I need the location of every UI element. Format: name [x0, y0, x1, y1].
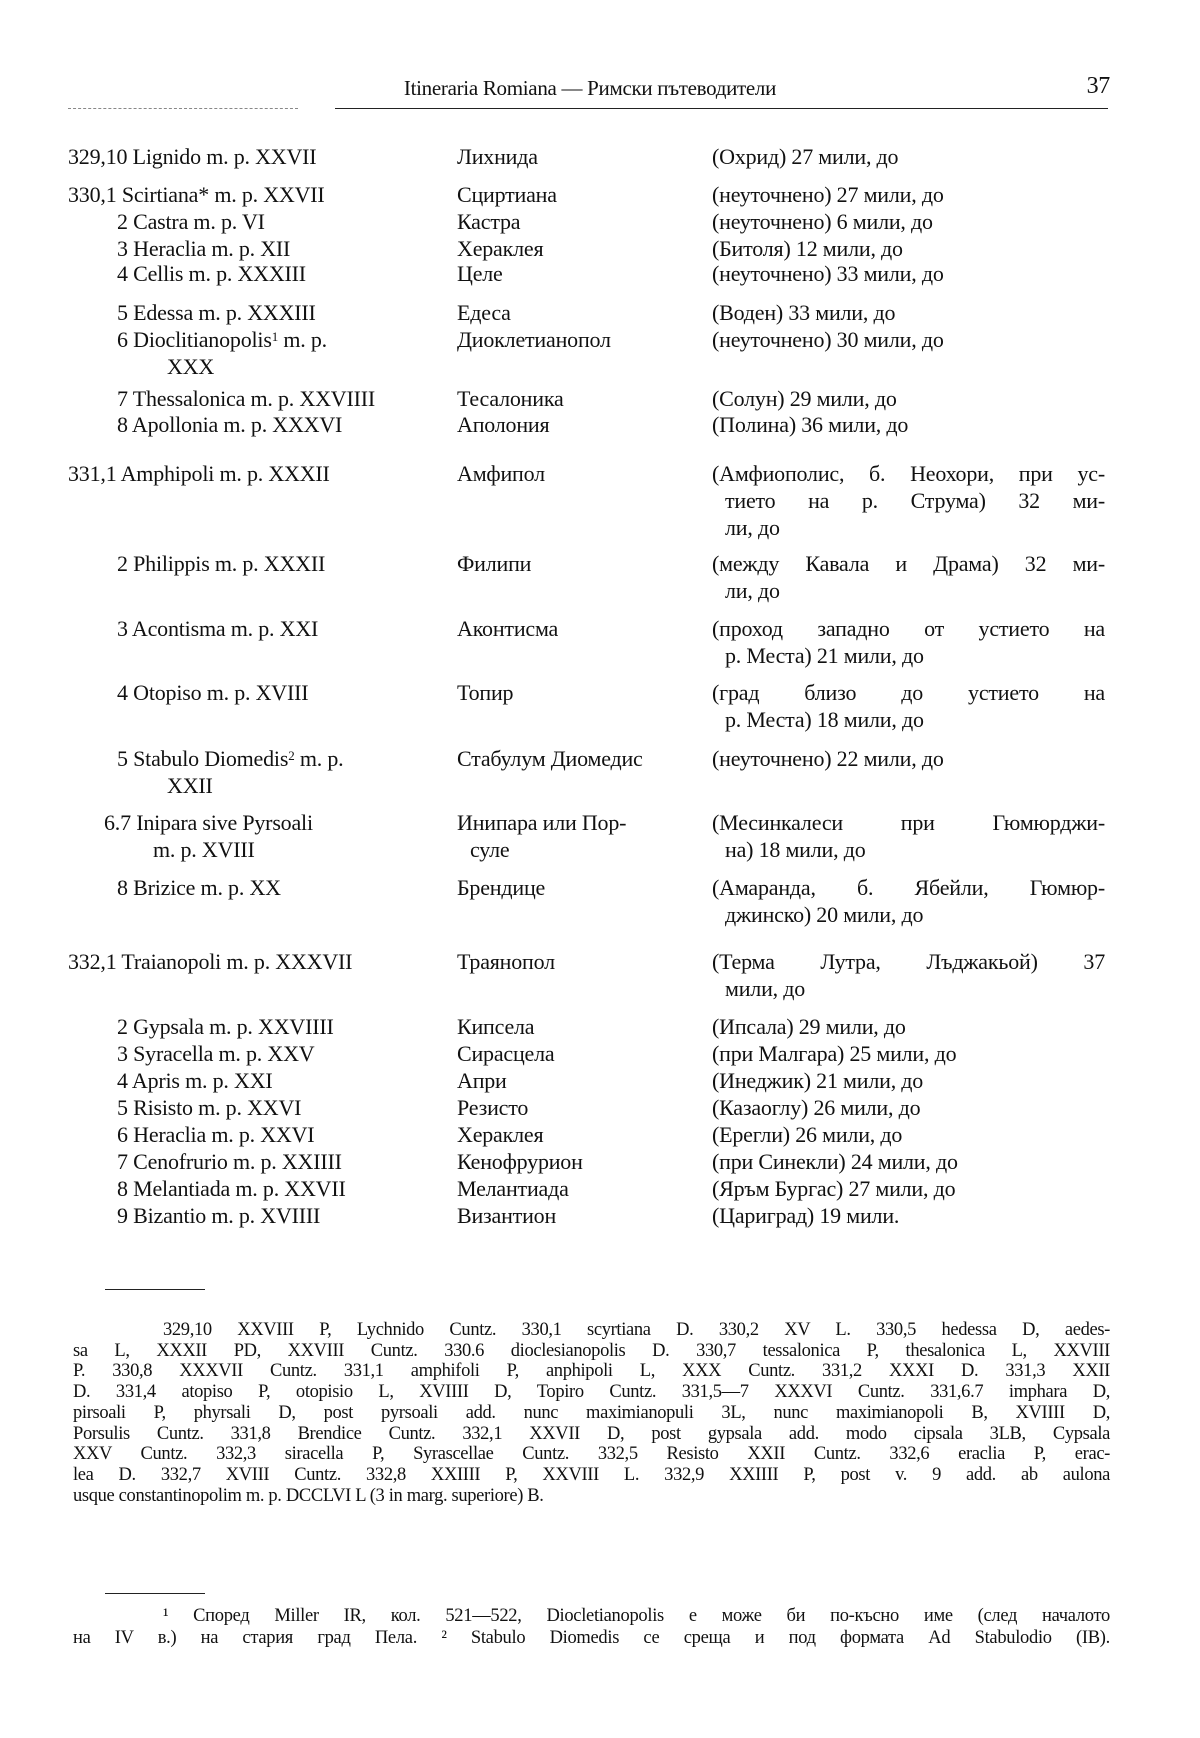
modern-line: джинско) 20 мили, до [725, 902, 924, 927]
latin-cell [68, 143, 316, 170]
latin-name: Syracella m. p. XXV [133, 1041, 315, 1066]
cyrillic-line: Резисто [457, 1095, 529, 1120]
cyrillic-line: Тесалоника [457, 386, 564, 411]
cyrillic-line: Сциртиана [457, 182, 557, 207]
modern-line: (град близо до устието на [712, 680, 1105, 705]
cyrillic-cell [457, 1094, 528, 1121]
latin-name: Traianopoli m. p. XXXVII [121, 949, 353, 974]
latin-name-cont: m. p. [299, 746, 344, 771]
modern-line: (неуточнено) 33 мили, до [712, 261, 944, 286]
cyrillic-cell [457, 1040, 554, 1067]
latin-line [117, 1202, 320, 1229]
apparatus-line: usque constantinopolim m. p. DCCLVI L (3 in marg. superiore) B. [73, 1485, 544, 1506]
modern-line: тието на р. Струма) 32 ми- [725, 488, 1105, 513]
latin-line [117, 385, 375, 412]
modern-cell [712, 615, 1105, 669]
modern-line: (Цариград) 19 мили. [712, 1203, 900, 1228]
footnote-line: на IV в.) на стария град Пела. ² Stabulo Diomedis се среща и под формата Ad Stabulodio (IB). [73, 1627, 1110, 1648]
apparatus-line: 329,10 XXVIII P, Lychnido Cuntz. 330,1 scyrtiana D. 330,2 XV L. 330,5 hedessa D, aedes- [163, 1320, 1110, 1340]
latin-name: Otopiso m. p. XVIII [133, 680, 309, 705]
latin-cell [117, 326, 327, 380]
entry-number: 330,1 [68, 182, 117, 207]
cyrillic-line: Филипи [457, 551, 532, 576]
latin-cell [68, 460, 330, 487]
entry-number: 4 [117, 680, 128, 705]
modern-line: (неуточнено) 27 мили, до [712, 182, 944, 207]
latin-line [117, 745, 343, 772]
entry-number: 7 [117, 386, 128, 411]
modern-cell [712, 1040, 1105, 1067]
modern-line: (неуточнено) 6 мили, до [712, 209, 933, 234]
modern-cell [712, 1013, 1105, 1040]
modern-line: (Терма Лутра, Лъджакьой) 37 [712, 949, 1105, 974]
latin-name: Cenofrurio m. p. XXIIII [133, 1149, 342, 1174]
modern-cell [712, 809, 1105, 863]
footnotes [73, 1606, 1110, 1649]
cyrillic-cell [457, 326, 611, 353]
cyrillic-cell [457, 260, 503, 287]
entry-number: 332,1 [68, 949, 117, 974]
cyrillic-cell [457, 235, 543, 262]
modern-cell [712, 326, 1105, 353]
latin-cell [68, 181, 325, 208]
apparatus-line: lea D. 332,7 XVIII Cuntz. 332,8 XXIIII P, XXVIII L. 332,9 XXIIII P, post v. 9 add. ab aulona [73, 1464, 1110, 1485]
header-rule [335, 108, 1108, 109]
cyrillic-line: Инипара или Пор- [457, 810, 627, 835]
cyrillic-cell [457, 411, 549, 438]
latin-name: Melantiada m. p. XXVII [133, 1176, 346, 1201]
modern-line: (между Кавала и Драма) 32 ми- [712, 551, 1105, 576]
cyrillic-cell [457, 208, 520, 235]
cyrillic-cell [457, 181, 557, 208]
modern-cell [712, 948, 1105, 1002]
entry-number: 8 [117, 412, 128, 437]
cyrillic-line: Кипсела [457, 1014, 535, 1039]
latin-name: Stabulo Diomedis [133, 746, 289, 771]
modern-cell [712, 208, 1105, 235]
cyrillic-line: Аполония [457, 412, 550, 437]
modern-line: р. Места) 18 мили, до [725, 707, 924, 732]
latin-line [68, 948, 352, 975]
latin-line [117, 326, 327, 353]
latin-line [117, 1040, 314, 1067]
cyrillic-cell [457, 809, 626, 863]
latin-cell [117, 745, 343, 799]
entry-number: 3 [117, 616, 128, 641]
entry-number: 8 [117, 875, 128, 900]
cyrillic-cell [457, 299, 511, 326]
latin-name: Castra m. p. VI [133, 209, 265, 234]
latin-name: Gypsala m. p. XXVIIII [133, 1014, 334, 1039]
entry-number: 3 [117, 1041, 128, 1066]
entry-number: 4 [117, 261, 128, 286]
modern-line: (Яръм Бургас) 27 мили, до [712, 1176, 956, 1201]
modern-cell [712, 1148, 1105, 1175]
latin-cell [117, 679, 308, 706]
cyrillic-line: Апри [457, 1068, 507, 1093]
cyrillic-cell [457, 1013, 534, 1040]
latin-name: Apollonia m. p. XXXVI [131, 412, 343, 437]
latin-name-cont: m. p. [283, 327, 327, 352]
latin-cell [104, 809, 313, 863]
modern-line: мили, до [725, 976, 806, 1001]
latin-line [117, 411, 342, 438]
cyrillic-line: Стабулум Диомедис [457, 746, 643, 771]
modern-cell [712, 1094, 1105, 1121]
cyrillic-line: Кастра [457, 209, 521, 234]
latin-line [117, 615, 318, 642]
cyrillic-cell [457, 1175, 569, 1202]
latin-name: Apris m. p. XXI [131, 1068, 273, 1093]
modern-cell [712, 1121, 1105, 1148]
latin-name: Acontisma m. p. XXI [131, 616, 319, 641]
latin-line [117, 1121, 314, 1148]
modern-cell [712, 1202, 1105, 1229]
latin-name: Scirtiana* m. p. XXVII [121, 182, 325, 207]
modern-line: р. Места) 21 мили, до [725, 643, 924, 668]
cyrillic-cell [457, 615, 558, 642]
latin-name: Inipara sive Pyrsoali [136, 810, 313, 835]
cyrillic-line: Целе [457, 261, 503, 286]
cyrillic-line: Топир [457, 680, 514, 705]
latin-line [68, 460, 330, 487]
latin-name: Risisto m. p. XXVI [133, 1095, 302, 1120]
latin-cell [117, 299, 316, 326]
entry-number: 6 [117, 327, 128, 352]
latin-line [117, 550, 325, 577]
latin-cell [117, 1202, 320, 1229]
latin-line [117, 299, 316, 326]
latin-line [104, 809, 313, 836]
modern-line: (Амаранда, б. Ябейли, Гюмюр- [712, 875, 1105, 900]
cyrillic-line: Византион [457, 1203, 557, 1228]
modern-cell [712, 874, 1105, 928]
latin-cell [117, 260, 306, 287]
latin-cell [117, 1121, 314, 1148]
latin-name: Heraclia m. p. XXVI [133, 1122, 315, 1147]
entry-number: 6 [117, 1122, 128, 1147]
modern-cell [712, 411, 1105, 438]
entry-number: 3 [117, 236, 128, 261]
cyrillic-cell [457, 1202, 556, 1229]
modern-line: (неуточнено) 22 мили, до [712, 746, 944, 771]
latin-line [117, 260, 306, 287]
entry-number: 329,10 [68, 144, 128, 169]
cyrillic-line: Диоклетианопол [457, 327, 611, 352]
entry-number: 6.7 [104, 810, 131, 835]
cyrillic-line: Мелантиада [457, 1176, 569, 1201]
modern-line: на) 18 мили, до [725, 837, 866, 862]
latin-line [117, 679, 308, 706]
cyrillic-line: Едеса [457, 300, 511, 325]
latin-cell [117, 615, 318, 642]
footnote-separator [105, 1289, 205, 1290]
modern-line: (Казаоглу) 26 мили, до [712, 1095, 921, 1120]
modern-line: (Битоля) 12 мили, до [712, 236, 903, 261]
entry-number: 9 [117, 1203, 128, 1228]
cyrillic-cell [457, 1121, 543, 1148]
page-number: 37 [1086, 73, 1110, 99]
footnote-ref: 2 [288, 748, 295, 763]
apparatus-line: pirsoali P, phyrsali D, post pyrsoali add. nunc maximianopuli 3L, nunc maximianopoli B, XVIIII D, [73, 1402, 1110, 1423]
apparatus-line: P. 330,8 XXXVII Cuntz. 331,1 amphifoli P, anphipoli L, XXX Cuntz. 331,2 XXXI D. 331,3 XXII [73, 1361, 1110, 1382]
header-rule-faint [68, 108, 298, 109]
modern-cell [712, 299, 1105, 326]
cyrillic-line: Аконтисма [457, 616, 559, 641]
modern-cell [712, 385, 1105, 412]
latin-line-cont: XXX [167, 354, 215, 379]
modern-line: (проход западно от устието на [712, 616, 1105, 641]
modern-cell [712, 550, 1105, 604]
cyrillic-line: Траянопол [457, 949, 555, 974]
latin-cell [117, 411, 342, 438]
latin-name: Lignido m. p. XXVII [132, 144, 317, 169]
apparatus-line: D. 331,4 atopiso P, otopisio L, XVIIII D, Topiro Cuntz. 331,5—7 XXXVI Cuntz. 331,6.7 imphara D, [73, 1382, 1110, 1403]
cyrillic-cell [457, 948, 555, 975]
latin-cell [117, 1175, 346, 1202]
modern-cell [712, 679, 1105, 733]
latin-name: Edessa m. p. XXXIII [133, 300, 316, 325]
cyrillic-line: Амфипол [457, 461, 545, 486]
modern-line: (Воден) 33 мили, до [712, 300, 896, 325]
latin-name: Heraclia m. p. XII [133, 236, 291, 261]
entry-number: 8 [117, 1176, 128, 1201]
modern-line: (Инеджик) 21 мили, до [712, 1068, 924, 1093]
cyrillic-line: Брендице [457, 875, 546, 900]
latin-name: Bizantio m. p. XVIIII [133, 1203, 321, 1228]
latin-line [117, 874, 281, 901]
critical-apparatus [73, 1320, 1110, 1506]
apparatus-line: XXV Cuntz. 332,3 siracella P, Syrascellae Cuntz. 332,5 Resisto XXII Cuntz. 332,6 eraclia P, erac- [73, 1444, 1110, 1465]
latin-cell [68, 948, 352, 975]
latin-cell [117, 1148, 342, 1175]
cyrillic-cell [457, 679, 513, 706]
modern-cell [712, 235, 1105, 262]
modern-line: (Месинкалеси при Гюмюрджи- [712, 810, 1105, 835]
entry-number: 4 [117, 1068, 128, 1093]
latin-name: Cellis m. p. XXXIII [133, 261, 306, 286]
cyrillic-cell [457, 385, 564, 412]
cyrillic-line: Кенофрурион [457, 1149, 583, 1174]
cyrillic-cell [457, 550, 531, 577]
entry-number: 7 [117, 1149, 128, 1174]
latin-cell [117, 1094, 301, 1121]
running-header-title: Itineraria Romiana — Римски пътеводители [403, 76, 777, 100]
latin-cell [117, 550, 325, 577]
modern-line: ли, до [725, 578, 780, 603]
latin-line-cont: m. p. XVIII [153, 837, 255, 862]
latin-name: Brizice m. p. XX [133, 875, 281, 900]
latin-name: Amphipoli m. p. XXXII [120, 461, 330, 486]
latin-cell [117, 208, 265, 235]
footnote-line: ¹ Според Miller IR, кол. 521—522, Diocletianopolis е може би по-късно име (след началото [163, 1606, 1110, 1626]
entry-number: 2 [117, 551, 128, 576]
latin-line [117, 235, 290, 262]
entry-number: 5 [117, 300, 128, 325]
latin-line [117, 1094, 301, 1121]
modern-line: (Охрид) 27 мили, до [712, 144, 899, 169]
footnote-separator-2 [105, 1593, 205, 1594]
latin-line [117, 1013, 334, 1040]
cyrillic-cell [457, 460, 545, 487]
modern-cell [712, 181, 1105, 208]
apparatus-line: Porsulis Cuntz. 331,8 Brendice Cuntz. 332,1 XXVII D, post gypsala add. modo cipsala 3LB, Cypsala [73, 1423, 1110, 1444]
modern-cell [712, 143, 1105, 170]
entry-number: 5 [117, 1095, 128, 1120]
cyrillic-line: Хераклея [457, 236, 544, 261]
modern-cell [712, 1175, 1105, 1202]
latin-cell [117, 874, 281, 901]
cyrillic-line: Сирасцела [457, 1041, 555, 1066]
latin-line [117, 208, 265, 235]
cyrillic-line: Лихнида [457, 144, 538, 169]
entry-number: 5 [117, 746, 128, 771]
cyrillic-cell [457, 1067, 507, 1094]
cyrillic-line: Хераклея [457, 1122, 544, 1147]
modern-line: (Солун) 29 мили, до [712, 386, 897, 411]
modern-line: (неуточнено) 30 мили, до [712, 327, 944, 352]
latin-cell [117, 1067, 273, 1094]
latin-line-cont: XXII [167, 773, 213, 798]
entry-number: 2 [117, 1014, 128, 1039]
modern-line: (Амфиополис, б. Неохори, при ус- [712, 461, 1105, 486]
latin-name: Dioclitianopolis [133, 327, 272, 352]
modern-cell [712, 260, 1105, 287]
latin-line [68, 143, 316, 170]
latin-line [117, 1067, 273, 1094]
apparatus-line: sa L, XXXII PD, XXVIII Cuntz. 330.6 dioclesianopolis D. 330,7 tessalonica P, thesalonica L, XXVIII [73, 1340, 1110, 1361]
cyrillic-cell [457, 745, 643, 772]
modern-line: (при Синекли) 24 мили, до [712, 1149, 958, 1174]
cyrillic-cell [457, 143, 538, 170]
latin-line [117, 1175, 346, 1202]
entry-number: 331,1 [68, 461, 117, 486]
modern-line: (Ерегли) 26 мили, до [712, 1122, 903, 1147]
latin-cell [117, 235, 290, 262]
latin-cell [117, 1040, 314, 1067]
modern-line: (Ипсала) 29 мили, до [712, 1014, 906, 1039]
latin-line [68, 181, 325, 208]
entry-number: 2 [117, 209, 128, 234]
cyrillic-cell [457, 874, 545, 901]
modern-line: (при Малгара) 25 мили, до [712, 1041, 957, 1066]
latin-cell [117, 1013, 334, 1040]
modern-cell [712, 460, 1105, 541]
footnote-ref: 1 [271, 329, 279, 344]
modern-line: ли, до [725, 515, 780, 540]
modern-cell [712, 745, 1105, 772]
latin-cell [117, 385, 375, 412]
latin-name: Thessalonica m. p. XXVIIII [132, 386, 375, 411]
latin-line [117, 1148, 342, 1175]
latin-name: Philippis m. p. XXXII [133, 551, 326, 576]
cyrillic-cell [457, 1148, 583, 1175]
cyrillic-line: суле [470, 837, 510, 862]
modern-cell [712, 1067, 1105, 1094]
modern-line: (Полина) 36 мили, до [712, 412, 909, 437]
